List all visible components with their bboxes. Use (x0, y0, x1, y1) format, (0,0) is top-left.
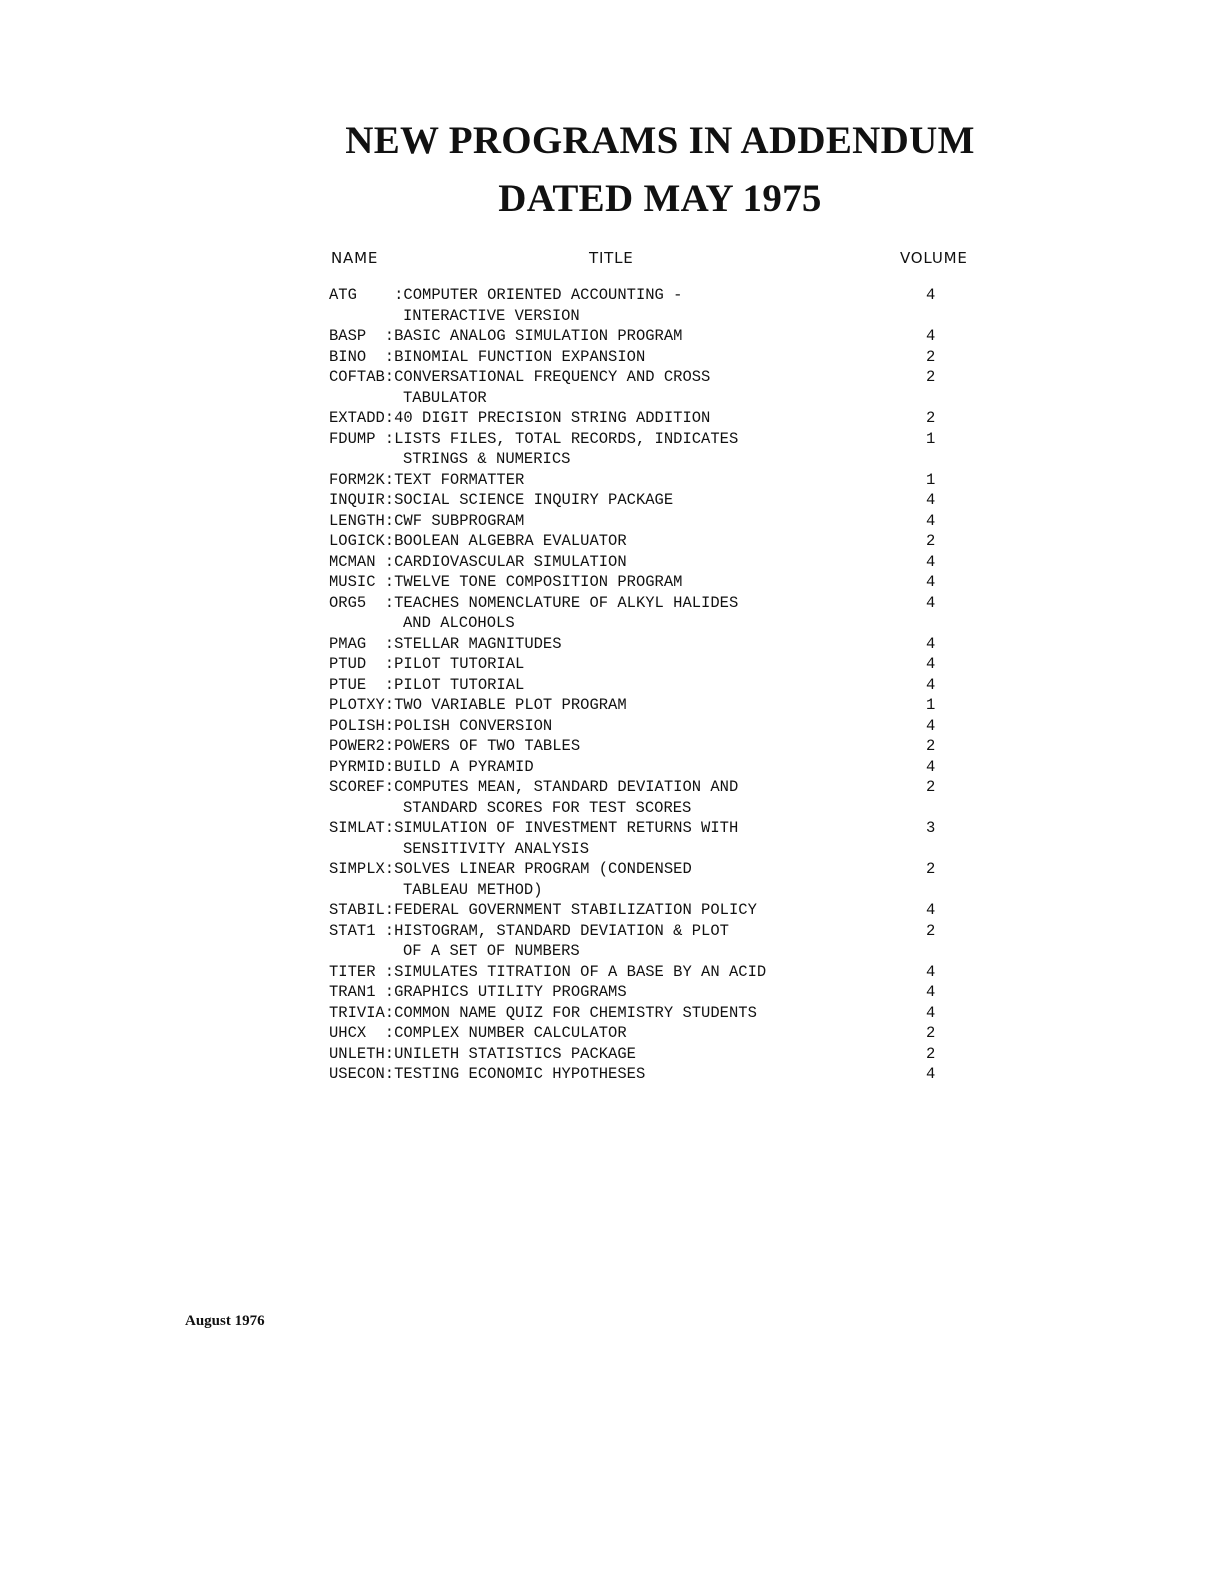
list-item (329, 552, 969, 573)
list-item (329, 511, 969, 532)
program-volume: 2 (926, 1024, 936, 1042)
program-entry-line: BINO :BINOMIAL FUNCTION EXPANSION (329, 347, 646, 366)
program-entry-line: TRAN1 :GRAPHICS UTILITY PROGRAMS (329, 983, 627, 1001)
program-volume: 3 (926, 819, 936, 837)
list-item (329, 1003, 969, 1024)
program-volume: 4 (926, 757, 936, 776)
program-entry-line: STABIL:FEDERAL GOVERNMENT STABILIZATION POLICY (329, 901, 757, 919)
program-entry-continuation: INTERACTIVE VERSION (403, 306, 580, 325)
title-line-2: DATED MAY 1975 (498, 177, 822, 220)
list-item (329, 1023, 969, 1044)
program-entry-line: PTUD :PILOT TUTORIAL (329, 655, 525, 673)
footer-date: August 1976 (185, 1313, 265, 1329)
list-item (329, 716, 969, 737)
program-entry-line: PTUE :PILOT TUTORIAL (329, 675, 525, 694)
program-entry-line: COFTAB:CONVERSATIONAL FREQUENCY AND CROSS (329, 368, 711, 386)
title-line-1: NEW PROGRAMS IN ADDENDUM (345, 119, 975, 162)
program-entry-line: UNLETH:UNILETH STATISTICS PACKAGE (329, 1044, 636, 1063)
program-volume: 4 (926, 716, 936, 735)
program-entry-line: LENGTH:CWF SUBPROGRAM (329, 511, 525, 530)
program-volume: 4 (926, 286, 936, 304)
program-volume: 1 (926, 429, 936, 448)
program-entry-line: PLOTXY:TWO VARIABLE PLOT PROGRAM (329, 696, 627, 714)
program-volume: 1 (926, 470, 936, 489)
list-item (329, 1044, 969, 1065)
list-item (329, 531, 969, 552)
list-item (329, 757, 969, 778)
program-volume: 4 (926, 1003, 936, 1022)
program-entry-line: POWER2:POWERS OF TWO TABLES (329, 737, 581, 755)
program-volume: 4 (926, 655, 936, 673)
list-item (329, 921, 969, 962)
program-entry-continuation: OF A SET OF NUMBERS (403, 942, 580, 960)
program-entry-line: BASP :BASIC ANALOG SIMULATION PROGRAM (329, 327, 683, 345)
program-entry-continuation: TABLEAU METHOD) (403, 880, 543, 899)
program-entry-line: LOGICK:BOOLEAN ALGEBRA EVALUATOR (329, 532, 627, 550)
list-item (329, 962, 969, 983)
list-item (329, 572, 969, 593)
program-volume: 1 (926, 696, 936, 714)
program-entry-continuation: SENSITIVITY ANALYSIS (403, 839, 590, 858)
program-entry-continuation: TABULATOR (403, 388, 487, 407)
list-item (329, 285, 969, 326)
program-entry-line: EXTADD:40 DIGIT PRECISION STRING ADDITION (329, 409, 711, 427)
program-entry-line: ATG :COMPUTER ORIENTED ACCOUNTING - (329, 286, 683, 304)
list-item (329, 347, 969, 368)
list-item (329, 593, 969, 634)
program-volume: 2 (926, 921, 936, 940)
program-entry-line: SIMPLX:SOLVES LINEAR PROGRAM (CONDENSED (329, 860, 692, 878)
list-item (329, 367, 969, 408)
program-volume: 4 (926, 983, 936, 1001)
column-header-volume: VOLUME (900, 249, 968, 267)
program-entry-line: INQUIR:SOCIAL SCIENCE INQUIRY PACKAGE (329, 491, 674, 509)
program-volume: 4 (926, 675, 936, 694)
program-volume: 4 (926, 573, 936, 591)
program-entry-line: USECON:TESTING ECONOMIC HYPOTHESES (329, 1065, 646, 1083)
program-volume: 4 (926, 327, 936, 345)
program-volume: 2 (926, 532, 936, 550)
program-entry-continuation: STRINGS & NUMERICS (403, 450, 571, 468)
program-entry-continuation: AND ALCOHOLS (403, 614, 515, 632)
list-item (329, 818, 969, 859)
program-volume: 4 (926, 901, 936, 919)
list-item (329, 675, 969, 696)
program-volume: 4 (926, 511, 936, 530)
program-volume: 4 (926, 962, 936, 981)
list-item (329, 736, 969, 757)
program-entry-line: SIMLAT:SIMULATION OF INVESTMENT RETURNS WITH (329, 819, 739, 837)
program-volume: 2 (926, 347, 936, 366)
list-item (329, 470, 969, 491)
program-volume: 2 (926, 737, 936, 755)
program-listing (329, 285, 969, 1085)
program-volume: 2 (926, 778, 936, 796)
list-item (329, 654, 969, 675)
list-item (329, 1064, 969, 1085)
program-entry-line: STAT1 :HISTOGRAM, STANDARD DEVIATION & PLOT (329, 921, 729, 940)
program-entry-line: TRIVIA:COMMON NAME QUIZ FOR CHEMISTRY STUDENTS (329, 1003, 757, 1022)
list-item (329, 326, 969, 347)
program-volume: 4 (926, 593, 936, 612)
program-volume: 4 (926, 1065, 936, 1083)
program-entry-line: MUSIC :TWELVE TONE COMPOSITION PROGRAM (329, 573, 683, 591)
list-item (329, 859, 969, 900)
program-entry-line: FORM2K:TEXT FORMATTER (329, 470, 525, 489)
program-entry-continuation: STANDARD SCORES FOR TEST SCORES (403, 798, 692, 817)
program-volume: 4 (926, 552, 936, 571)
list-item (329, 982, 969, 1003)
program-volume: 2 (926, 860, 936, 878)
program-volume: 2 (926, 409, 936, 427)
program-volume: 2 (926, 1044, 936, 1063)
program-volume: 2 (926, 368, 936, 386)
column-header-name: NAME (331, 249, 379, 267)
list-item (329, 695, 969, 716)
program-volume: 4 (926, 491, 936, 509)
program-entry-line: UHCX :COMPLEX NUMBER CALCULATOR (329, 1024, 627, 1042)
program-entry-line: POLISH:POLISH CONVERSION (329, 716, 553, 735)
program-entry-line: SCOREF:COMPUTES MEAN, STANDARD DEVIATION AND (329, 778, 739, 796)
list-item (329, 634, 969, 655)
list-item (329, 490, 969, 511)
program-entry-line: ORG5 :TEACHES NOMENCLATURE OF ALKYL HALIDES (329, 593, 739, 612)
program-entry-line: MCMAN :CARDIOVASCULAR SIMULATION (329, 552, 627, 571)
list-item (329, 408, 969, 429)
program-entry-line: FDUMP :LISTS FILES, TOTAL RECORDS, INDICATES (329, 429, 739, 448)
program-entry-line: PMAG :STELLAR MAGNITUDES (329, 634, 562, 653)
column-header-title: TITLE (589, 249, 634, 267)
program-entry-line: PYRMID:BUILD A PYRAMID (329, 757, 534, 776)
program-entry-line: TITER :SIMULATES TITRATION OF A BASE BY AN ACID (329, 962, 767, 981)
list-item (329, 777, 969, 818)
page-title (280, 112, 1040, 228)
list-item (329, 429, 969, 470)
list-item (329, 900, 969, 921)
program-volume: 4 (926, 634, 936, 653)
